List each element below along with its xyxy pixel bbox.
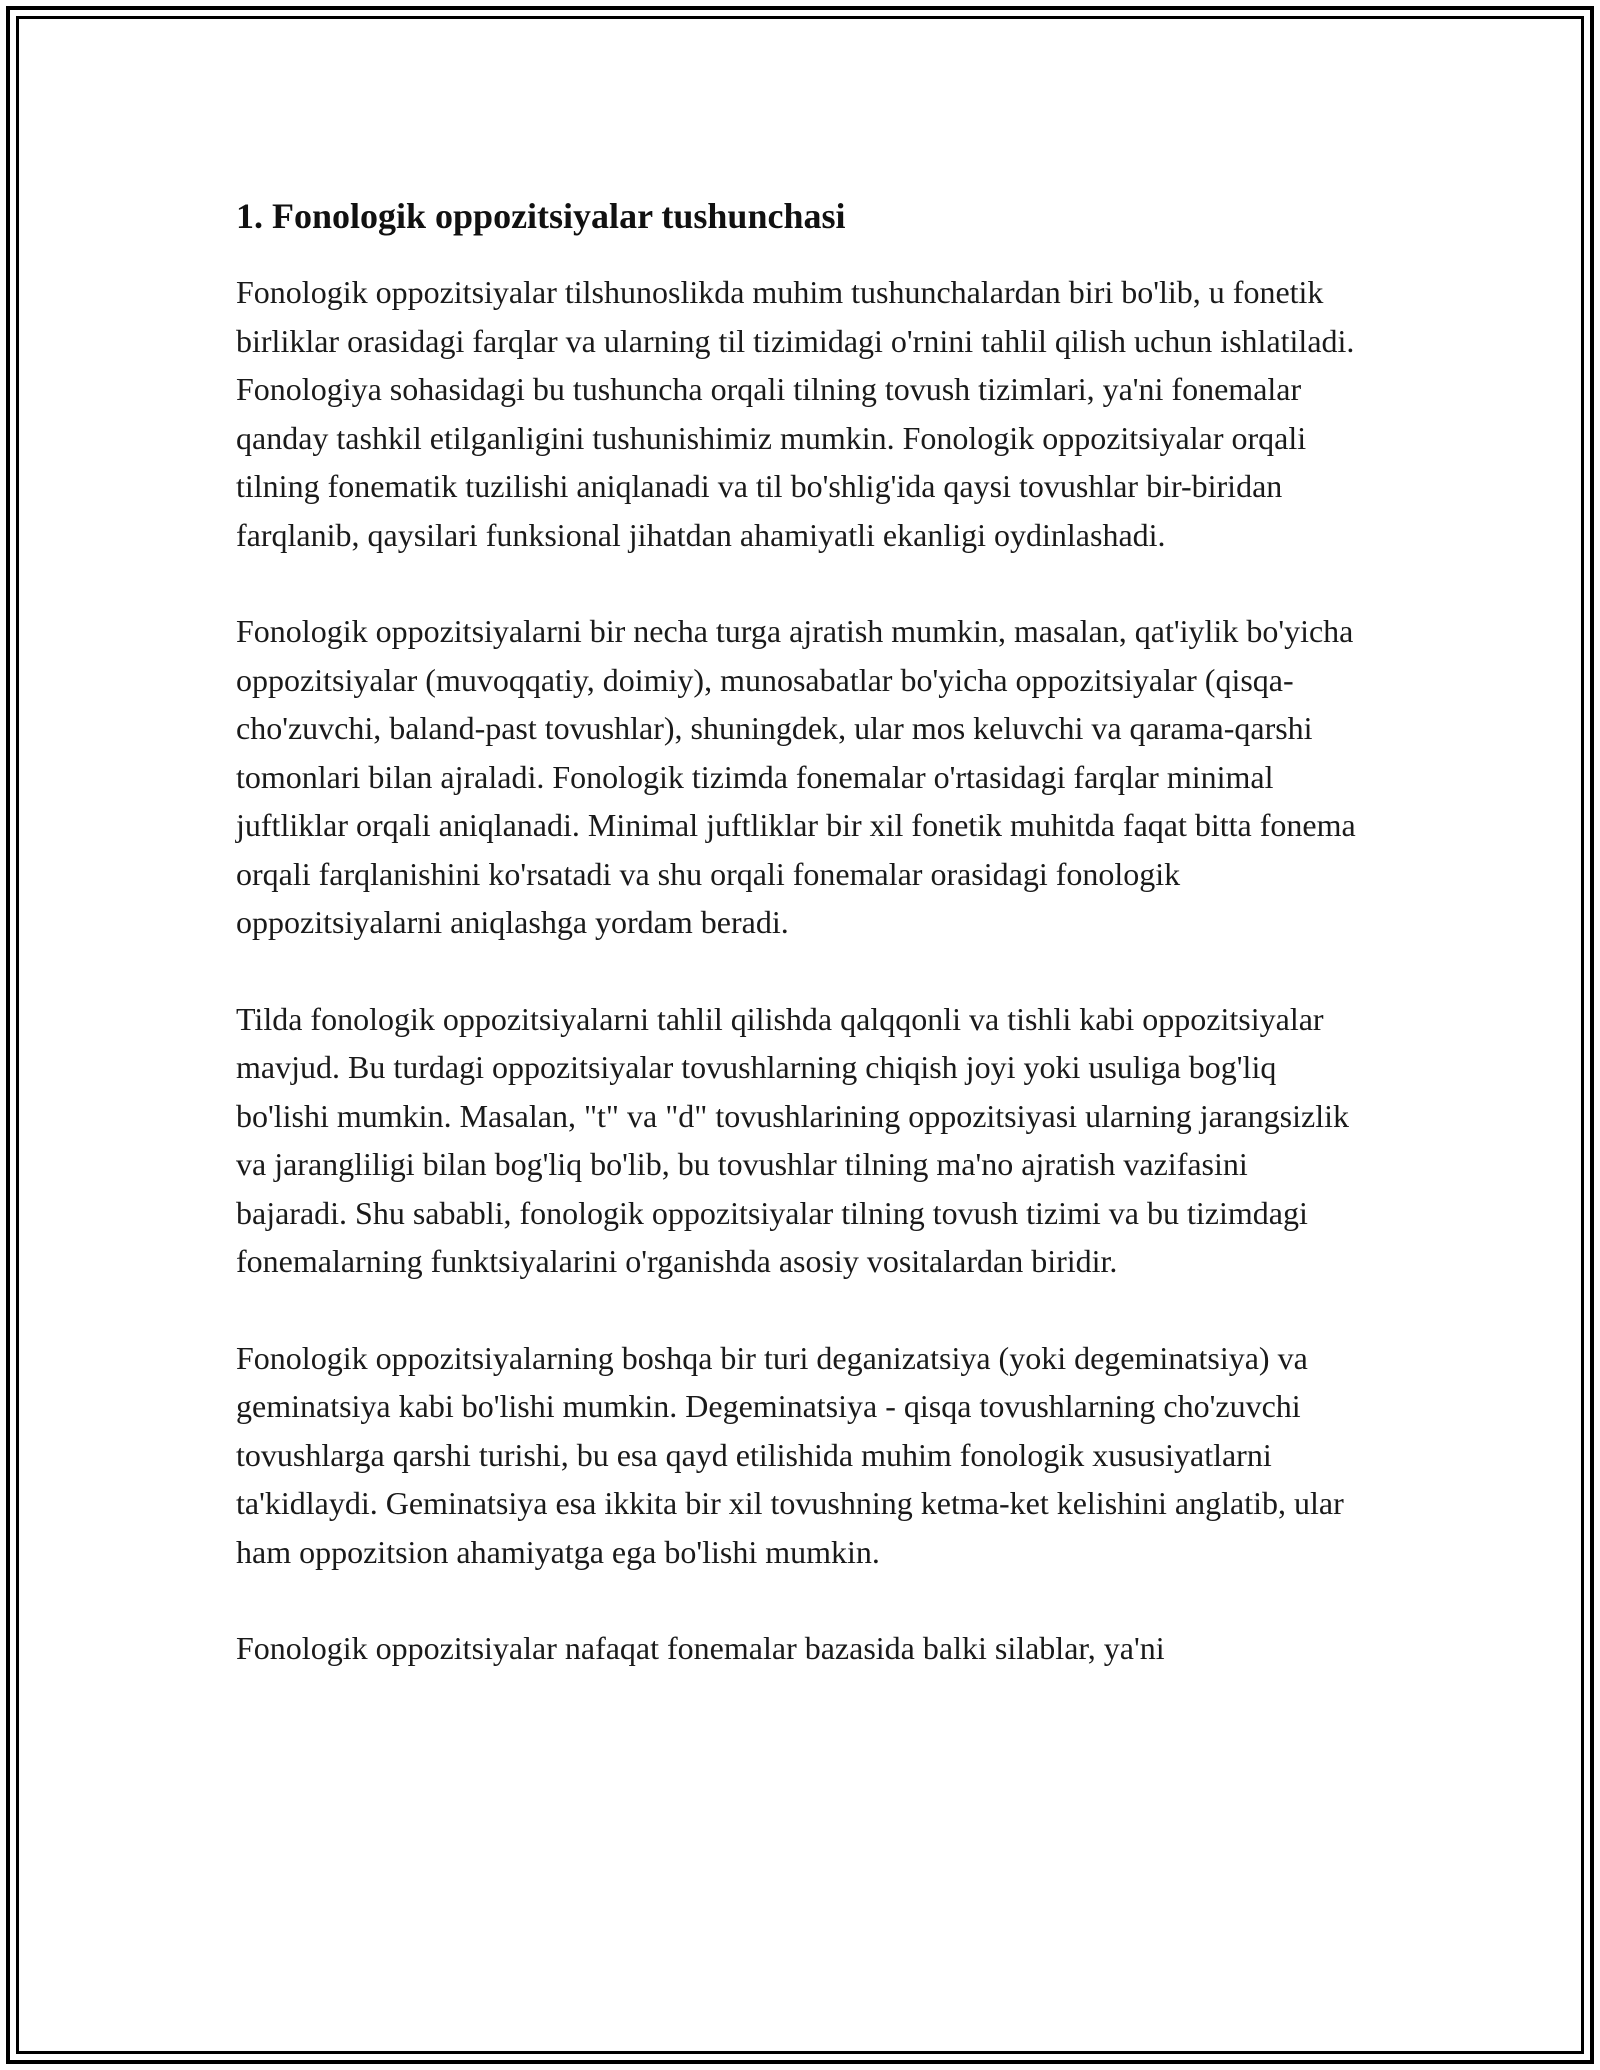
paragraph-5: Fonologik oppozitsiyalar nafaqat fonemalar bazasida balki silablar, ya'ni — [236, 1630, 1165, 1666]
paragraph-3: Tilda fonologik oppozitsiyalarni tahlil qilishda qalqqonli va tishli kabi oppozitsiyalar mavjud. Bu turdagi oppozitsiyalar tovushlarning chiqish joyi yoki usuliga bog'liq bo'lishi mumkin. Masalan, "t" va "d" tovushlarining oppozitsiyasi ularning jarangsizlik va jarangliligi bilan bog'liq bo'lib, bu tovushlar tilning ma'no ajratish vazifasini bajaradi. Shu sababli, fonologik oppozitsiyalar tilning tovush tizimi va bu tizimdagi fonemalarning funktsiyalarini o'rganishda asosiy vositalardan biridir. — [236, 1000, 1349, 1279]
document-body — [236, 186, 1366, 1721]
paragraph-4: Fonologik oppozitsiyalarning boshqa bir turi deganizatsiya (yoki degeminatsiya) va geminatsiya kabi bo'lishi mumkin. Degeminatsiya - qisqa tovushlarning cho'zuvchi tovushlarga qarshi turishi, bu esa qayd etilishida muhim fonologik xususiyatlarni ta'kidlaydi. Geminatsiya esa ikkita bir xil tovushning ketma-ket kelishini anglatib, ular ham oppozitsion ahamiyatga ega bo'lishi mumkin. — [236, 1339, 1344, 1570]
paragraph-1: Fonologik oppozitsiyalar tilshunoslikda muhim tushunchalardan biri bo'lib, u fonetik birliklar orasidagi farqlar va ularning til tizimidagi o'rnini tahlil qilish uchun ishlatiladi. Fonologiya sohasidagi bu tushuncha orqali tilning tovush tizimlari, ya'ni fonemalar qanday tashkil etilganligini tushunishimiz mumkin. Fonologik oppozitsiyalar orqali tilning fonematik tuzilishi aniqlanadi va til bo'shlig'ida qaysi tovushlar bir-biridan farqlanib, qaysilari funksional jihatdan ahamiyatli ekanligi oydinlashadi. — [236, 274, 1355, 553]
section-heading: 1. Fonologik oppozitsiyalar tushunchasi — [236, 196, 846, 236]
paragraph-2: Fonologik oppozitsiyalarni bir necha turga ajratish mumkin, masalan, qat'iylik bo'yicha oppozitsiyalar (muvoqqatiy, doimiy), munosabatlar bo'yicha oppozitsiyalar (qisqa-cho'zuvchi, baland-past tovushlar), shuningdek, ular mos keluvchi va qarama-qarshi tomonlari bilan ajraladi. Fonologik tizimda fonemalar o'rtasidagi farqlar minimal juftliklar orqali aniqlanadi. Minimal juftliklar bir xil fonetik muhitda faqat bitta fonema orqali farqlanishini ko'rsatadi va shu orqali fonemalar orasidagi fonologik oppozitsiyalarni aniqlashga yordam beradi. — [236, 613, 1356, 940]
